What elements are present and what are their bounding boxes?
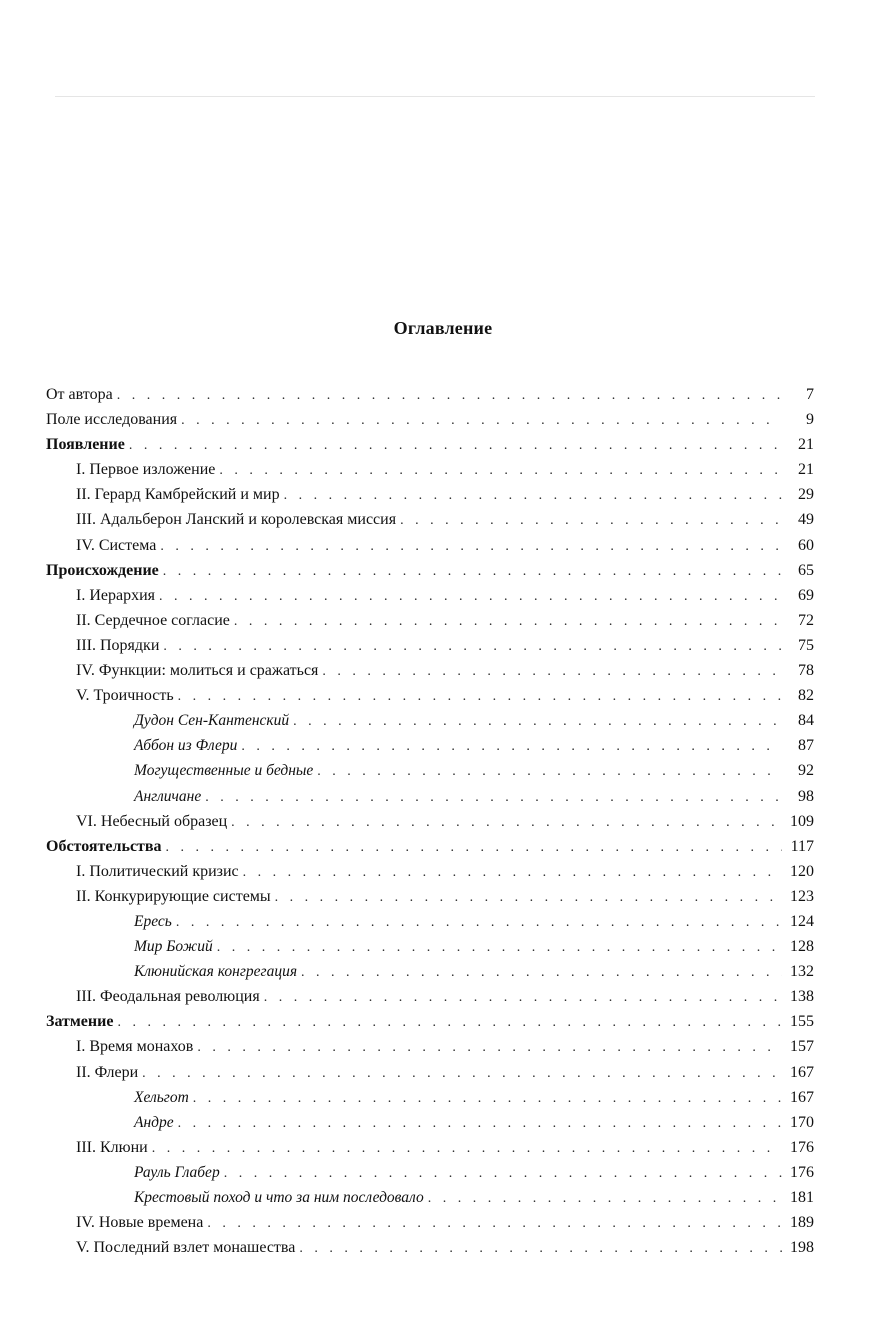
toc-entry-page-number: 138	[790, 988, 814, 1006]
toc-dot-leader	[178, 1111, 782, 1136]
toc-entry	[46, 482, 814, 507]
toc-entry-label: IV. Система	[76, 536, 157, 554]
toc-entry-page-number: 75	[798, 636, 814, 654]
toc-dot-leader	[322, 659, 782, 684]
toc-entry-page-number: 49	[798, 511, 814, 529]
toc-dot-leader	[243, 860, 782, 885]
toc-entry-page-number: 82	[798, 687, 814, 705]
toc-dot-leader	[178, 684, 782, 709]
toc-entry-label: Мир Божий	[134, 938, 213, 956]
toc-entry-page-number: 198	[790, 1239, 814, 1257]
toc-entry-label: Появление	[46, 436, 125, 454]
toc-entry-label: Андре	[134, 1113, 174, 1131]
toc-entry-label: II. Герард Камбрейский и мир	[76, 486, 280, 504]
toc-entry	[46, 809, 814, 834]
toc-entry-label: V. Троичность	[76, 687, 174, 705]
toc-entry-page-number: 9	[806, 411, 814, 429]
toc-dot-leader	[219, 458, 782, 483]
toc-entry	[46, 1135, 814, 1160]
toc-entry-label: Происхождение	[46, 561, 159, 579]
toc-entry-label: IV. Функции: молиться и сражаться	[76, 662, 319, 680]
toc-entry	[46, 683, 814, 708]
toc-dot-leader	[159, 584, 782, 609]
toc-entry	[46, 533, 814, 558]
toc-entry-label: I. Иерархия	[76, 586, 156, 604]
toc-entry	[46, 382, 814, 407]
toc-entry-page-number: 176	[790, 1163, 814, 1181]
toc-entry-label: Затмение	[46, 1013, 114, 1031]
toc-entry-page-number: 65	[798, 561, 814, 579]
toc-entry-page-number: 87	[798, 737, 814, 755]
toc-entry-label: IV. Новые времена	[76, 1214, 204, 1232]
toc-entry	[46, 884, 814, 909]
toc-entry-label: Ересь	[134, 912, 172, 930]
toc-dot-leader	[117, 383, 782, 408]
toc-dot-leader	[400, 508, 782, 533]
toc-dot-leader	[129, 433, 782, 458]
toc-entry-page-number: 7	[806, 386, 814, 403]
toc-entry	[46, 708, 814, 733]
toc-dot-leader	[275, 885, 782, 910]
toc-dot-leader	[231, 810, 782, 835]
toc-entry	[46, 859, 814, 884]
toc-entry-label: I. Первое изложение	[76, 461, 216, 479]
toc-entry	[46, 457, 814, 482]
toc-entry	[46, 432, 814, 457]
toc-entry-page-number: 92	[798, 762, 814, 780]
toc-entry	[46, 633, 814, 658]
toc-entry-page-number: 29	[798, 486, 814, 504]
toc-entry-label: V. Последний взлет монашества	[76, 1239, 296, 1257]
toc-entry-label: Крестовый поход и что за ним последовало	[134, 1189, 424, 1206]
toc-entry-page-number: 189	[790, 1214, 814, 1232]
toc-entry	[46, 1235, 814, 1260]
toc-entry-label: II. Сердечное согласие	[76, 611, 230, 629]
toc-entry-label: III. Клюни	[76, 1138, 148, 1156]
toc-dot-leader	[163, 559, 782, 584]
toc-dot-leader	[224, 1161, 782, 1186]
toc-entry	[46, 834, 814, 859]
toc-dot-leader	[142, 1061, 782, 1086]
toc-entry	[46, 1160, 814, 1185]
toc-entry-page-number: 109	[790, 812, 814, 830]
toc-entry-label: Англичане	[134, 787, 202, 805]
toc-entry	[46, 1210, 814, 1235]
toc-entry	[46, 608, 814, 633]
toc-entry	[46, 1185, 814, 1210]
toc-entry-label: От автора	[46, 386, 113, 403]
toc-entry	[46, 909, 814, 934]
toc-entry	[46, 758, 814, 783]
toc-dot-leader	[264, 985, 782, 1010]
toc-dot-leader	[241, 734, 782, 759]
toc-entry	[46, 1060, 814, 1085]
toc-entry-label: III. Адальберон Ланский и королевская миссия	[76, 511, 397, 529]
toc-entry-label: II. Флери	[76, 1063, 139, 1081]
toc-entry-page-number: 117	[790, 837, 814, 855]
toc-entry-label: Аббон из Флери	[134, 737, 238, 755]
toc-entry	[46, 1085, 814, 1110]
toc-dot-leader	[117, 1010, 782, 1035]
toc-entry-label: III. Феодальная революция	[76, 988, 260, 1006]
toc-entry-page-number: 157	[790, 1038, 814, 1056]
toc-dot-leader	[428, 1186, 782, 1211]
toc-entry	[46, 1034, 814, 1059]
toc-entry-page-number: 167	[790, 1088, 814, 1106]
toc-entry	[46, 558, 814, 583]
toc-entry-page-number: 84	[798, 712, 814, 730]
toc-entry-label: Поле исследования	[46, 411, 178, 429]
toc-entry-page-number: 128	[790, 938, 814, 956]
toc-dot-leader	[160, 534, 782, 559]
toc-entry-label: Хельгот	[134, 1088, 189, 1106]
toc-entry	[46, 407, 814, 432]
toc-dot-leader	[299, 1236, 782, 1261]
toc-entry-label: I. Время монахов	[76, 1038, 194, 1056]
toc-dot-leader	[166, 835, 782, 860]
toc-entry-page-number: 124	[790, 912, 814, 930]
toc-entry	[46, 984, 814, 1009]
toc-entry	[46, 784, 814, 809]
toc-entry-page-number: 120	[790, 862, 814, 880]
toc-entry-page-number: 69	[798, 586, 814, 604]
toc-entry	[46, 507, 814, 532]
toc-dot-leader	[205, 785, 782, 810]
toc-dot-leader	[293, 709, 782, 734]
toc-entry-page-number: 123	[790, 887, 814, 905]
toc-entry-page-number: 132	[790, 963, 814, 981]
toc-entry-page-number: 176	[790, 1138, 814, 1156]
toc-entry-label: III. Порядки	[76, 636, 160, 654]
toc-dot-leader	[234, 609, 782, 634]
toc-dot-leader	[176, 910, 782, 935]
toc-entry	[46, 583, 814, 608]
toc-dot-leader	[181, 408, 782, 433]
toc-entry-label: II. Конкурирующие системы	[76, 887, 271, 905]
page-title: Оглавление	[393, 318, 493, 339]
toc-dot-leader	[217, 935, 782, 960]
toc-entry-page-number: 170	[790, 1113, 814, 1131]
toc-entry-label: Клюнийская конгрегация	[134, 963, 298, 981]
toc-entry-page-number: 72	[798, 611, 814, 629]
toc-entry	[46, 1009, 814, 1034]
toc-entry-label: Обстоятельства	[46, 837, 162, 855]
toc-dot-leader	[163, 634, 782, 659]
toc-dot-leader	[152, 1136, 782, 1161]
toc-entry-page-number: 181	[790, 1189, 814, 1206]
toc-dot-leader	[301, 960, 782, 985]
toc-dot-leader	[284, 483, 782, 508]
toc-entry-page-number: 21	[798, 436, 814, 454]
toc-entry-page-number: 167	[790, 1063, 814, 1081]
toc-entry-label: VI. Небесный образец	[76, 812, 228, 830]
toc-entry	[46, 658, 814, 683]
toc-entry-page-number: 78	[798, 662, 814, 680]
toc-entry-label: Дудон Сен-Кантенский	[134, 712, 290, 730]
toc-entry-label: Рауль Глабер	[134, 1163, 220, 1181]
show-through-rule	[55, 96, 815, 97]
toc-dot-leader	[193, 1086, 782, 1111]
toc-entry-page-number: 155	[790, 1013, 814, 1031]
toc-entry	[46, 1110, 814, 1135]
toc-entry	[46, 733, 814, 758]
toc-entry-page-number: 60	[798, 536, 814, 554]
toc-entry	[46, 934, 814, 959]
toc-entry	[46, 959, 814, 984]
toc-entry-label: Могущественные и бедные	[134, 762, 314, 780]
toc-dot-leader	[197, 1035, 782, 1060]
toc-entry-page-number: 98	[798, 787, 814, 805]
toc-dot-leader	[317, 759, 782, 784]
table-of-contents	[46, 382, 814, 1260]
toc-dot-leader	[207, 1211, 782, 1236]
toc-entry-page-number: 21	[798, 461, 814, 479]
toc-entry-label: I. Политический кризис	[76, 862, 239, 880]
